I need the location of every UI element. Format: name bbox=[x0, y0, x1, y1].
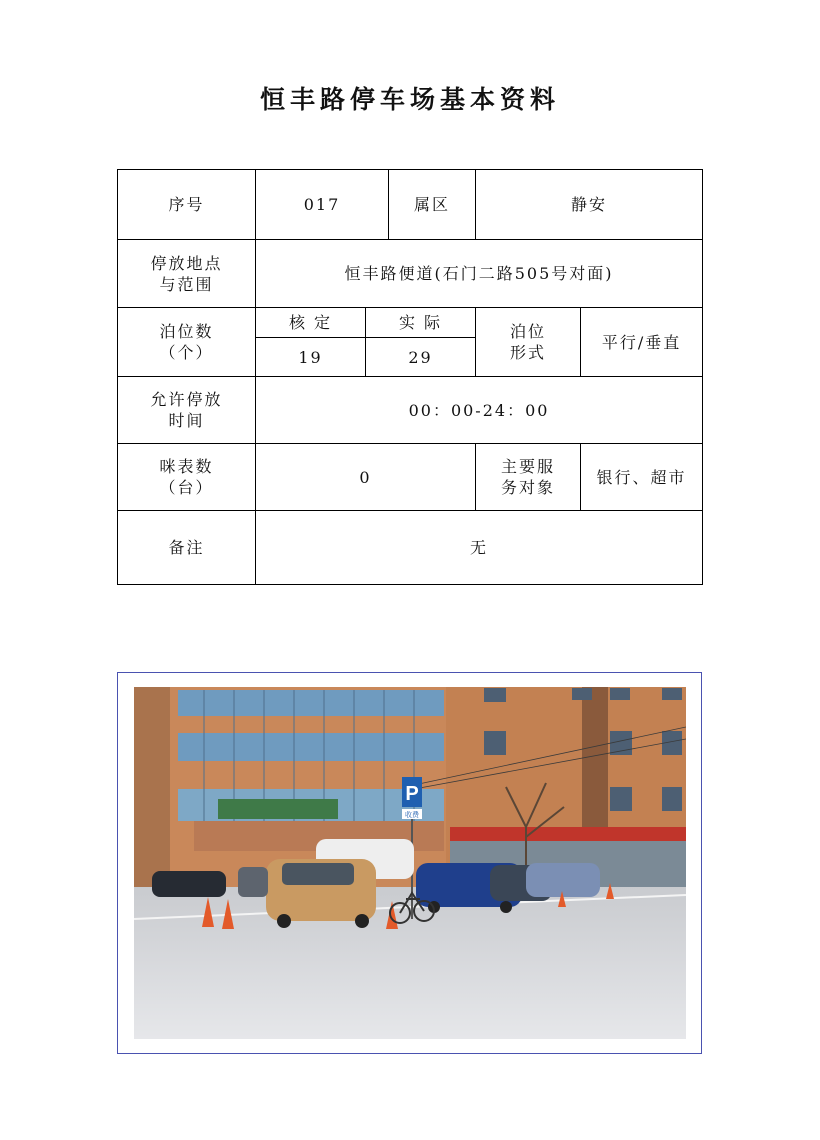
parking-info-table bbox=[117, 169, 703, 585]
spaces-label-line1: 泊位数 bbox=[159, 322, 214, 341]
page-title: 恒丰路停车场基本资料 bbox=[259, 85, 560, 114]
meters-label-line2: （台） bbox=[159, 478, 214, 497]
service-label bbox=[476, 444, 581, 511]
silver-car bbox=[526, 863, 600, 897]
row-hours bbox=[118, 377, 703, 444]
service-label-line1: 主要服 bbox=[501, 457, 556, 476]
row-location bbox=[118, 240, 703, 308]
row-remark bbox=[118, 511, 703, 585]
service-value: 银行、超市 bbox=[581, 444, 703, 511]
spaces-label-line2: （个） bbox=[159, 343, 214, 362]
spaces-label bbox=[118, 308, 256, 377]
location-label bbox=[118, 240, 256, 308]
hours-label bbox=[118, 377, 256, 444]
row-spaces-header bbox=[118, 308, 703, 338]
row-seq bbox=[118, 170, 703, 240]
seq-value: 017 bbox=[256, 170, 389, 240]
meters-value: 0 bbox=[256, 444, 476, 511]
remark-value: 无 bbox=[256, 511, 703, 585]
row-meters bbox=[118, 444, 703, 511]
district-label: 属区 bbox=[389, 170, 476, 240]
district-value: 静安 bbox=[476, 170, 703, 240]
form-value: 平行/垂直 bbox=[581, 308, 703, 377]
location-label-line1: 停放地点 bbox=[150, 253, 223, 273]
rated-value: 19 bbox=[256, 338, 366, 377]
actual-label: 实 际 bbox=[366, 308, 476, 338]
parking-sign-letter: P bbox=[405, 783, 419, 805]
form-label bbox=[476, 308, 581, 377]
photo-frame bbox=[117, 672, 702, 1054]
parking-lot-photo bbox=[134, 687, 686, 1039]
seq-label: 序号 bbox=[118, 170, 256, 240]
form-label-line2: 形式 bbox=[510, 343, 547, 362]
hours-value: 00：00-24：00 bbox=[256, 377, 703, 444]
location-label-line2: 与范围 bbox=[159, 274, 214, 294]
hours-label-line1: 允许停放 bbox=[150, 390, 223, 409]
service-label-line2: 务对象 bbox=[501, 478, 556, 497]
meters-label-line1: 咪表数 bbox=[159, 457, 214, 476]
meters-label bbox=[118, 444, 256, 511]
shop-sign bbox=[218, 799, 338, 819]
rated-label: 核 定 bbox=[256, 308, 366, 338]
remark-label: 备注 bbox=[118, 511, 256, 585]
location-value: 恒丰路便道(石门二路505号对面) bbox=[256, 240, 703, 308]
form-label-line1: 泊位 bbox=[510, 322, 547, 341]
parking-sign-sub: 收费 bbox=[405, 811, 419, 819]
actual-value: 29 bbox=[366, 338, 476, 377]
hours-label-line2: 时间 bbox=[168, 411, 205, 430]
